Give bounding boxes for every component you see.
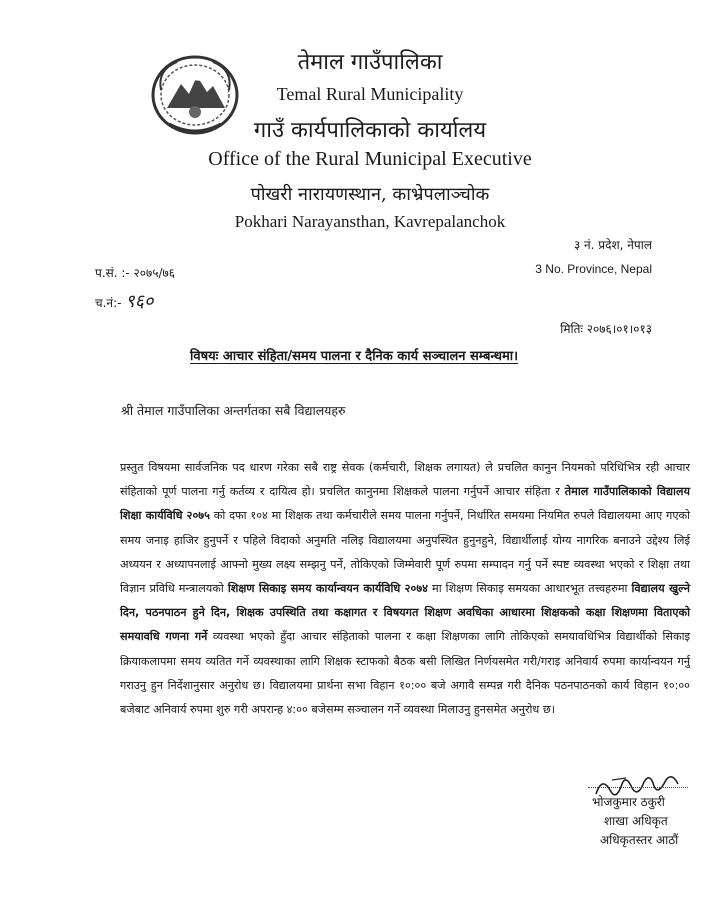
office-name-en: Office of the Rural Municipal Executive <box>208 148 532 170</box>
province-np: ३ नं. प्रदेश, नेपाल <box>573 238 652 252</box>
office-name-np: गाउँ कार्यपालिकाको कार्यालय <box>253 118 487 143</box>
reference-number: प.सं. :- २०७५/७६ <box>95 266 176 280</box>
municipality-name-en: Temal Rural Municipality <box>276 84 464 104</box>
recipient: श्री तेमाल गाउँपालिका अन्तर्गतका सबै विद्यालयहरु <box>121 403 346 418</box>
signature-line <box>588 787 688 788</box>
address-en: Pokhari Narayansthan, Kavrepalanchok <box>234 212 506 231</box>
letter-date: मितिः २०७६।०१।०१३ <box>560 322 652 336</box>
signatory-level: अधिकृतस्तर आठौं <box>600 833 679 847</box>
province-en: 3 No. Province, Nepal <box>535 262 652 276</box>
subject-text: आचार संहिता/समय पालना र दैनिक कार्य सञ्चालन सम्बन्धमा। <box>222 349 519 364</box>
municipality-name-np: तेमाल गाउँपालिका <box>297 50 443 75</box>
subject-label: विषयः <box>190 349 219 364</box>
subject-line <box>190 346 518 364</box>
body-segment-bold: शिक्षण सिकाइ समय कार्यान्वयन कार्यविधि २०७४ <box>227 582 428 596</box>
body-segment: प्रस्तुत विषयमा सार्वजनिक पद धारण गरेका सबै राष्ट्र सेवक (कर्मचारी, शिक्षक लगायत) ले प्रचलित कानुन नियमको परिधिभित्र रही आचार संहिताको पूर्ण पालना गर्नु कर्तव्य र दायित्व हो। प्रचलित कानुनमा शिक्षकले पालना गर्नुपर्ने आचार संहिता र <box>120 461 690 499</box>
body-paragraph <box>120 456 690 722</box>
signatory-position: शाखा अधिकृत <box>604 814 668 828</box>
body-segment-bold: विद्यालय खुल्ने दिन, पठनपाठन हुने दिन, शिक्षक उपस्थिति तथा कक्षागत र विषयगत शिक्षण अवधिका आधारमा शिक्षकको कक्षा शिक्षणमा विताएको समयावधि गणना गर्ने <box>120 582 690 644</box>
body-segment: व्यवस्था भएको हुँदा आचार संहिताको पालना र कक्षा शिक्षणका लागि तोकिएको समयावधिभित्र विद्यार्थीको सिकाइ क्रियाकलापमा समय व्यतित गर्ने व्यवस्थाका लागि शिक्षक स्टाफको बैठक बसी लिखित निर्णयसमेत गरी/गराइ अनिवार्य रुपमा कार्यान्वयन गर्नु गराउनु हुन निर्देशानुसार अनुरोध छ। विद्यालयमा प्रार्थना सभा विहान १०:०० बजे अगावै सम्पन्न गरी दैनिक पठनपाठनको कार्य विहान १०:०० बजेबाट अनिवार्य रुपमा शुरु गरी अपरान्ह ४:०० बजेसम्म सञ्चालन गर्ने व्यवस्था मिलाउनु हुनसमेत अनुरोध छ। <box>120 630 690 717</box>
dispatch-number-handwritten: ९६० <box>125 291 154 312</box>
body-segment: को दफा १०४ मा शिक्षक तथा कर्मचारीले समय पालना गर्नुपर्ने, निर्धारित समयमा नियमित रुपले विद्यालयमा आए गएको समय जनाइ हाजिर हुनुपर्ने र पहिले विदाको अनुमति नलिइ विद्यालयमा अनुपस्थित हुनुनहुने, विद्यार्थीलाई योग्य नागरिक बनाउने उद्देश्य लिई अध्ययन र अध्यापनलाई आफ्नो मुख्य लक्ष्य सम्झनु पर्ने, तोकिएको जिम्मेवारी पूर्ण रुपमा सम्पादन गर्नु पर्ने स्पष्ट व्यवस्था भएको र शिक्षा तथा विज्ञान प्रविधि मन्त्रालयको <box>120 509 690 596</box>
signatory-name: भोजकुमार ठकुरी <box>592 795 665 809</box>
dispatch-number-row <box>95 289 153 313</box>
dispatch-label: च.नं:- <box>95 296 122 310</box>
body-segment: मा शिक्षण सिकाइ समयका आधारभूत तत्त्वहरुमा <box>427 582 632 596</box>
address-np: पोखरी नारायणस्थान, काभ्रेपलाञ्चोक <box>250 184 490 205</box>
body-segment-bold: तेमाल गाउँपालिकाको विद्यालय शिक्षा कार्यविधि २०७५ <box>120 485 690 523</box>
